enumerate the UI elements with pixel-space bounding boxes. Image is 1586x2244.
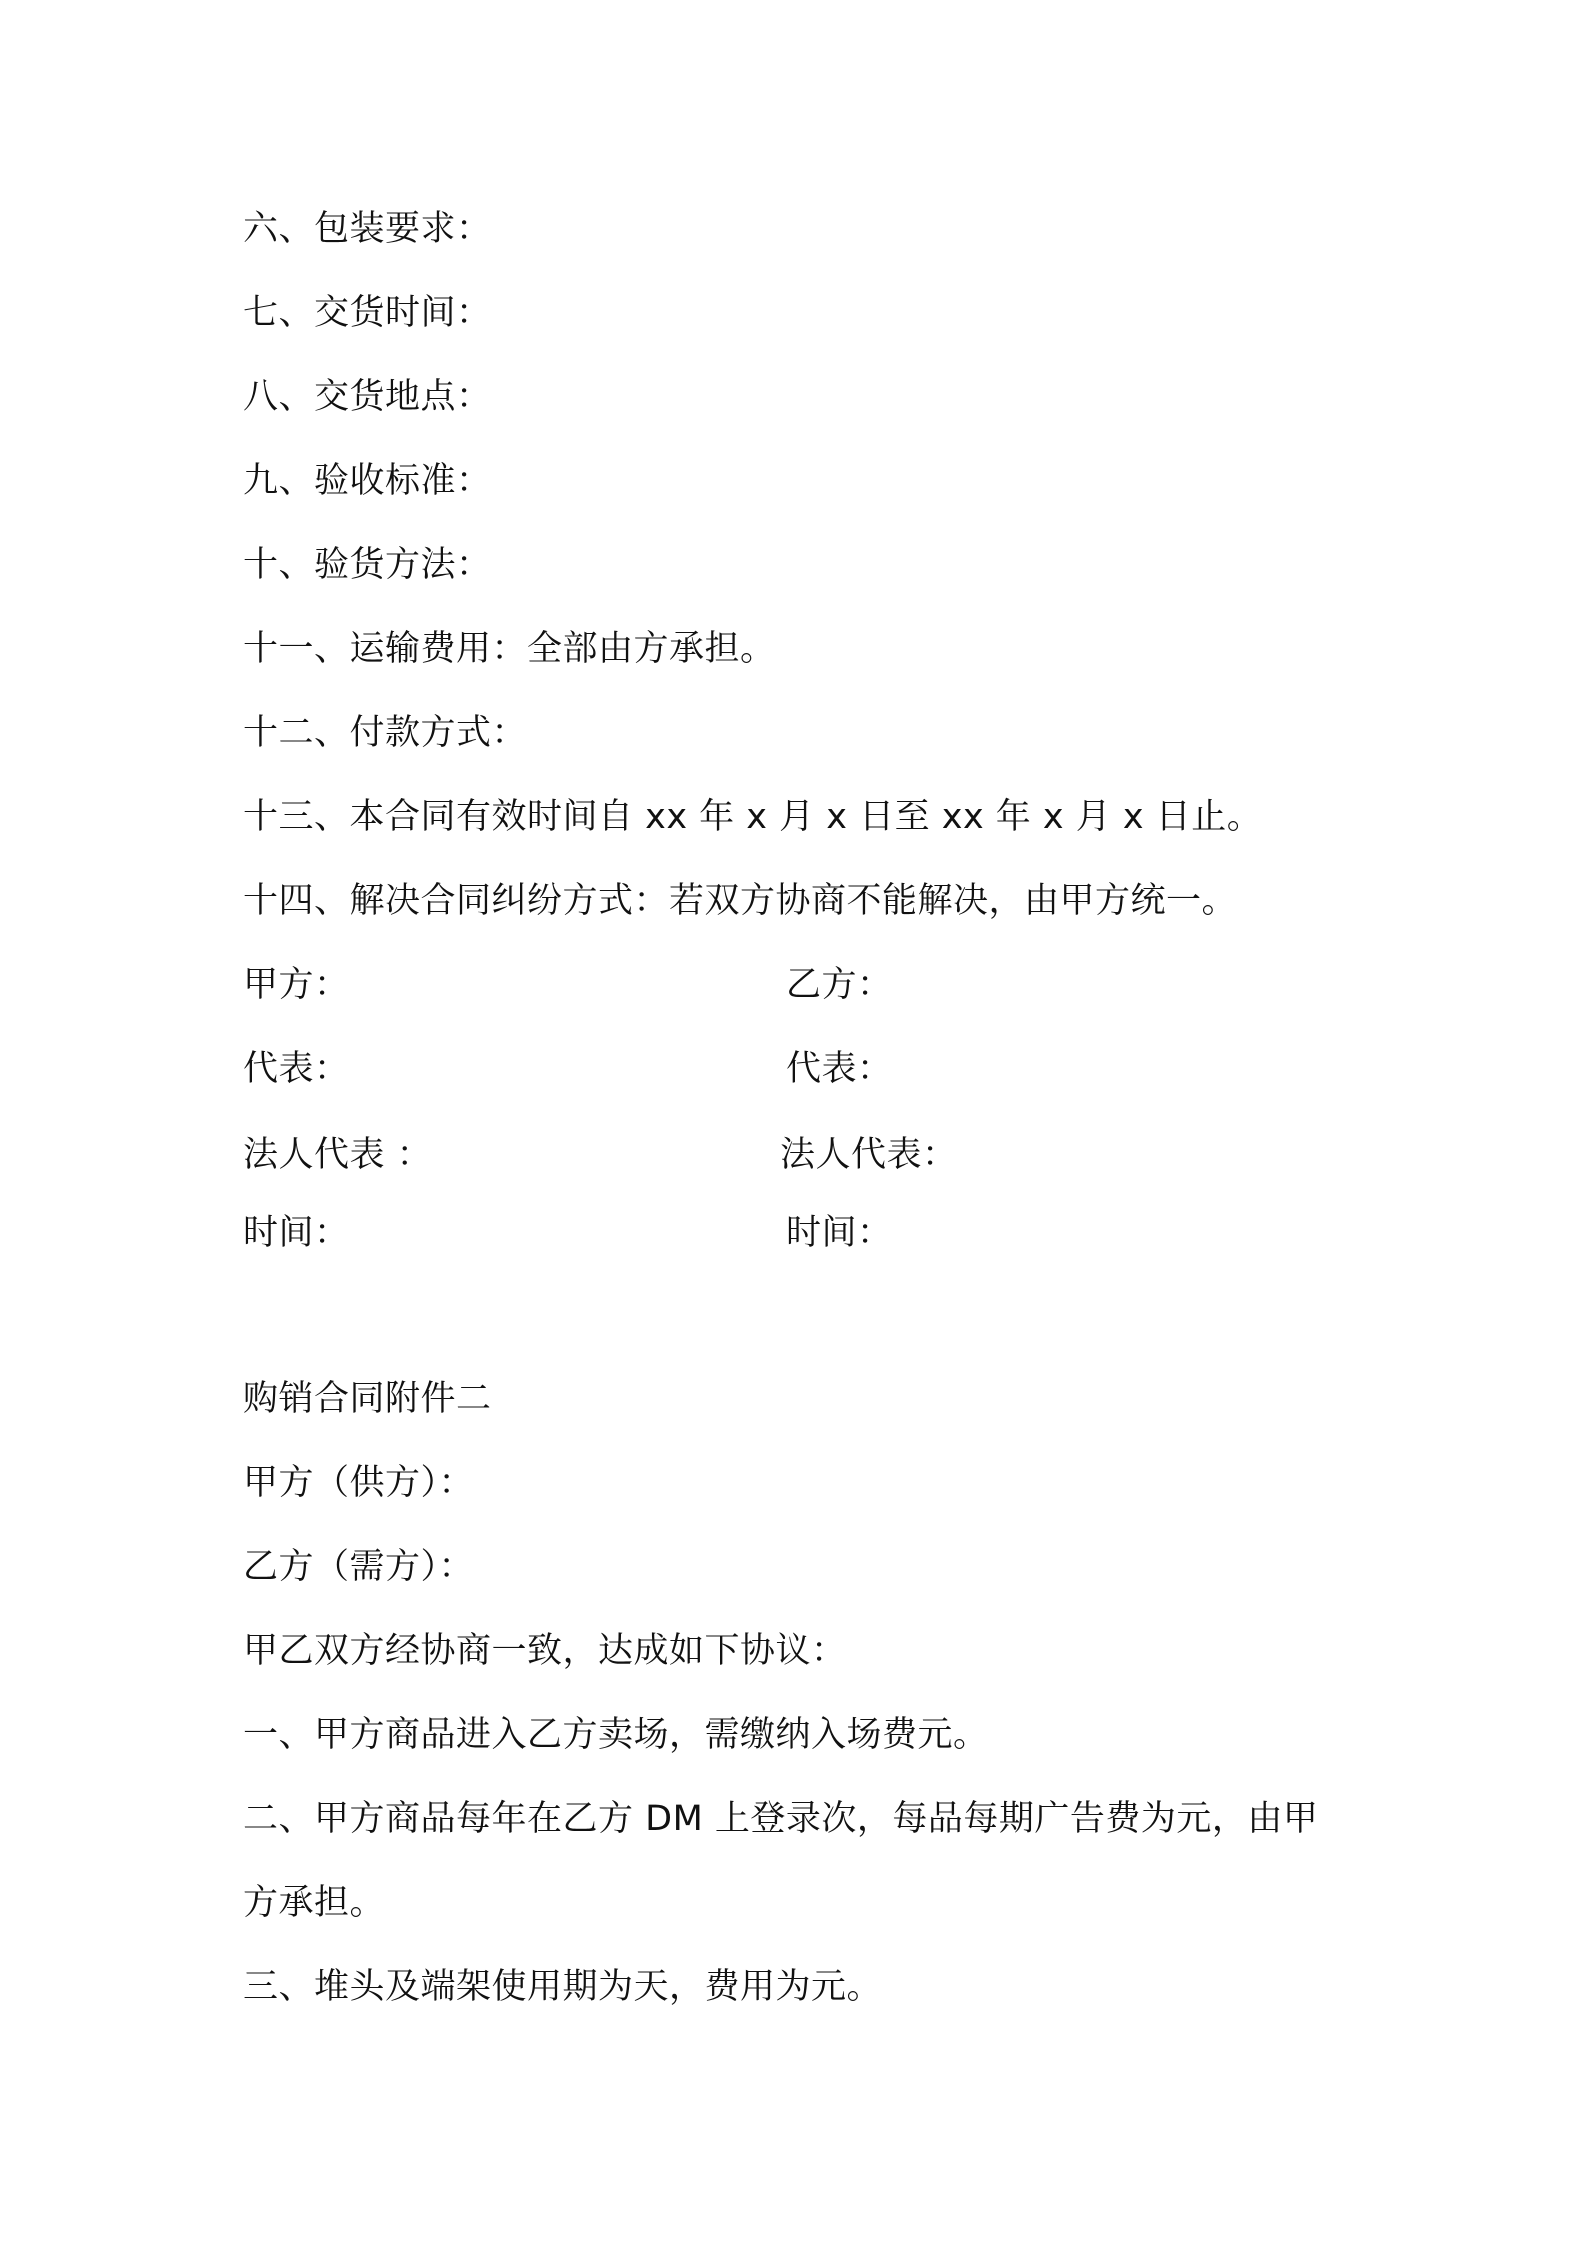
signature-representative-a: 代表：	[243, 1049, 350, 1089]
appendix-item-2-continued: 方承担。	[243, 1883, 386, 1923]
signature-party-b: 乙方：	[786, 965, 893, 1005]
term-transport-cost: 十一、运输费用：全部由方承担。	[243, 629, 776, 669]
signature-time-b: 时间：	[786, 1213, 893, 1253]
appendix-item-2: 二、甲方商品每年在乙方 DM 上登录次，每品每期广告费为元，由甲	[243, 1799, 1319, 1839]
term-inspection-method: 十、验货方法：	[243, 545, 492, 585]
term-payment-method: 十二、付款方式：	[243, 713, 528, 753]
signature-legal-rep-a: 法人代表 ：	[243, 1135, 433, 1175]
appendix-party-b: 乙方（需方）：	[243, 1547, 475, 1587]
signature-representative-b: 代表：	[786, 1049, 893, 1089]
appendix-title: 购销合同附件二	[243, 1379, 492, 1419]
appendix-intro: 甲乙双方经协商一致，达成如下协议：	[243, 1631, 847, 1671]
term-delivery-place: 八、交货地点：	[243, 377, 492, 417]
term-validity-period: 十三、本合同有效时间自 xx 年 x 月 x 日至 xx 年 x 月 x 日止。	[243, 797, 1263, 837]
appendix-party-a: 甲方（供方）：	[243, 1463, 475, 1503]
term-packaging: 六、包装要求：	[243, 209, 492, 249]
appendix-item-3: 三、堆头及端架使用期为天，费用为元。	[243, 1967, 883, 2007]
signature-party-a: 甲方：	[243, 965, 350, 1005]
term-acceptance-standard: 九、验收标准：	[243, 461, 492, 501]
signature-legal-rep-b: 法人代表：	[780, 1135, 958, 1175]
signature-time-a: 时间：	[243, 1213, 350, 1253]
term-delivery-time: 七、交货时间：	[243, 293, 492, 333]
term-dispute-resolution: 十四、解决合同纠纷方式：若双方协商不能解决，由甲方统一。	[243, 881, 1238, 921]
appendix-item-1: 一、甲方商品进入乙方卖场，需缴纳入场费元。	[243, 1715, 989, 1755]
